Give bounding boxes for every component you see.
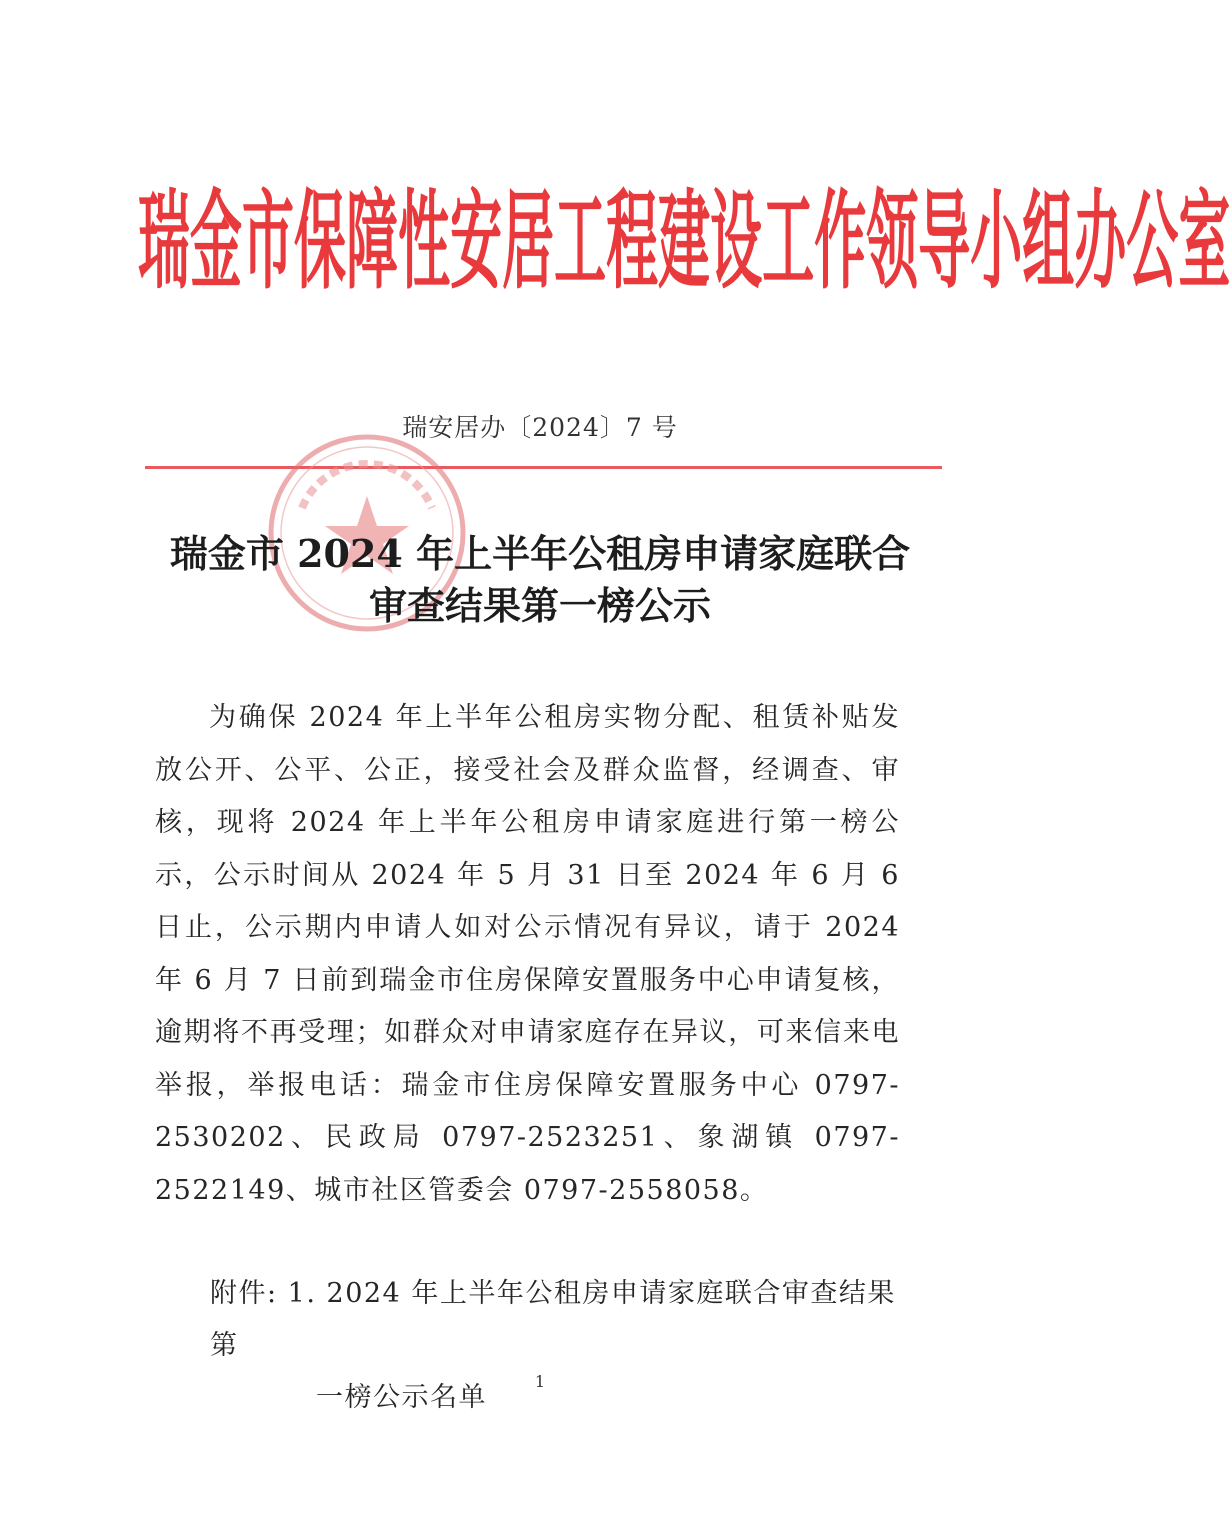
header-char: 导 bbox=[918, 181, 971, 305]
header-char: 保 bbox=[294, 181, 347, 305]
header-char: 性 bbox=[398, 181, 451, 305]
header-char: 工 bbox=[762, 181, 815, 305]
header-char: 障 bbox=[346, 181, 399, 305]
header-char: 市 bbox=[242, 181, 295, 305]
title-line-2: 审查结果第一榜公示 bbox=[368, 583, 711, 628]
header-char: 建 bbox=[658, 181, 711, 305]
header-char: 工 bbox=[554, 181, 607, 305]
header-char: 组 bbox=[1022, 181, 1075, 305]
header-char: 安 bbox=[450, 181, 503, 305]
page-number: 1 bbox=[534, 1372, 546, 1391]
organization-red-header bbox=[138, 168, 1230, 318]
header-char: 办 bbox=[1074, 181, 1127, 305]
document-number: 瑞安居办〔2024〕7 号 bbox=[402, 413, 678, 442]
title-line-1: 瑞金市 2024 年上半年公租房申请家庭联合 bbox=[169, 531, 911, 576]
attachment-line-1: 附件: 1. 2024 年上半年公租房申请家庭联合审查结果第 bbox=[210, 1278, 896, 1361]
header-char: 小 bbox=[970, 181, 1023, 305]
header-char: 室 bbox=[1178, 181, 1230, 305]
header-char: 金 bbox=[190, 181, 243, 305]
document-title bbox=[0, 528, 1080, 632]
attachment-list bbox=[210, 1268, 900, 1424]
attachment-line-2: 一榜公示名单 bbox=[316, 1382, 487, 1413]
header-char: 公 bbox=[1126, 181, 1179, 305]
header-char: 设 bbox=[710, 181, 763, 305]
header-char: 居 bbox=[502, 181, 555, 305]
header-char: 作 bbox=[814, 181, 867, 305]
notice-text: 为确保 2024 年上半年公租房实物分配、租赁补贴发放公开、公平、公正，接受社会及群众监督，经调查、审核，现将 2024 年上半年公租房申请家庭进行第一榜公示，公示时间从 2024 年 5 月 31 日至 2024 年 6 月 6 日止，公示期内申请人如对公示情况有异议，请于 2024 年 6 月 7 日前到瑞金市住房保障安置服务中心申请复核，逾期将不再受理；如群众对申请家庭存在异议，可来信来电举报，举报电话：瑞金市住房保障安置服务中心 0797-2530202、民政局 0797-2523251、象湖镇 0797-2522149、城市社区管委会 0797-2558058。 bbox=[155, 702, 900, 1206]
header-char: 领 bbox=[866, 181, 919, 305]
body-paragraph bbox=[155, 692, 900, 1217]
header-char: 瑞 bbox=[138, 181, 191, 305]
header-char: 程 bbox=[606, 181, 659, 305]
